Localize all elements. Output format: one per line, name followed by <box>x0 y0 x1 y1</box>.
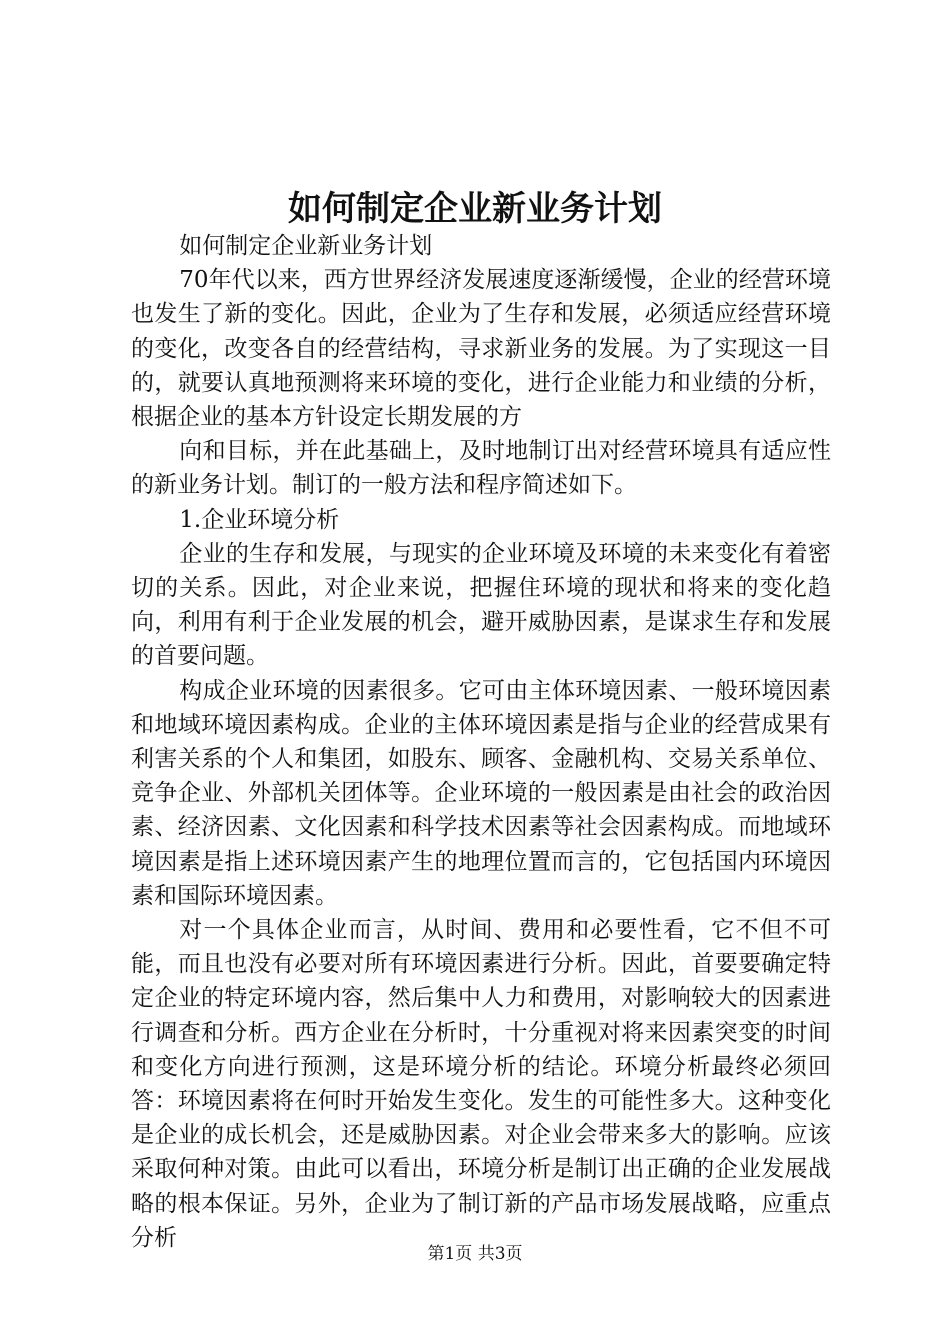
section-heading: 1.企业环境分析 <box>179 506 340 533</box>
paragraph: 企业的生存和发展，与现实的企业环境及环境的未来变化有着密切的关系。因此，对企业来说，把握住环境的现状和将来的变化趋向，利用有利于企业发展的机会，避开威胁因素，是谋求生存和发展的首要问题。 <box>131 540 831 670</box>
document-body <box>131 229 831 1255</box>
paragraph: 对一个具体企业而言，从时间、费用和必要性看，它不但不可能，而且也没有必要对所有环境因素进行分析。因此，首要要确定特定企业的特定环境内容，然后集中人力和费用，对影响较大的因素进行调查和分析。西方企业在分析时，十分重视对将来因素突变的时间和变化方向进行预测，这是环境分析的结论。环境分析最终必须回答：环境因素将在何时开始发生变化。发生的可能性多大。这种变化是企业的成长机会，还是威胁因素。对企业会带来多大的影响。应该采取何种对策。由此可以看出，环境分析是制订出正确的企业发展战略的根本保证。另外，企业为了制订新的产品市场发展战略，应重点分析 <box>131 917 831 1251</box>
document-title: 如何制定企业新业务计划 <box>288 189 662 229</box>
paragraph-subtitle: 如何制定企业新业务计划 <box>179 233 433 259</box>
paragraph: 向和目标，并在此基础上，及时地制订出对经营环境具有适应性的新业务计划。制订的一般方法和程序简述如下。 <box>131 438 831 499</box>
page-footer: 第1页 共3页 <box>427 1244 523 1264</box>
paragraph: 构成企业环境的因素很多。它可由主体环境因素、一般环境因素和地域环境因素构成。企业的主体环境因素是指与企业的经营成果有利害关系的个人和集团，如股东、顾客、金融机构、交易关系单位、竞争企业、外部机关团体等。企业环境的一般因素是由社会的政治因素、经济因素、文化因素和科学技术因素等社会因素构成。而地域环境因素是指上述环境因素产生的地理位置而言的，它包括国内环境因素和国际环境因素。 <box>131 677 831 909</box>
paragraph: 70年代以来，西方世界经济发展速度逐渐缓慢，企业的经营环境也发生了新的变化。因此，企业为了生存和发展，必须适应经营环境的变化，改变各自的经营结构，寻求新业务的发展。为了实现这一目的，就要认真地预测将来环境的变化，进行企业能力和业绩的分析，根据企业的基本方针设定长期发展的方 <box>131 267 831 431</box>
